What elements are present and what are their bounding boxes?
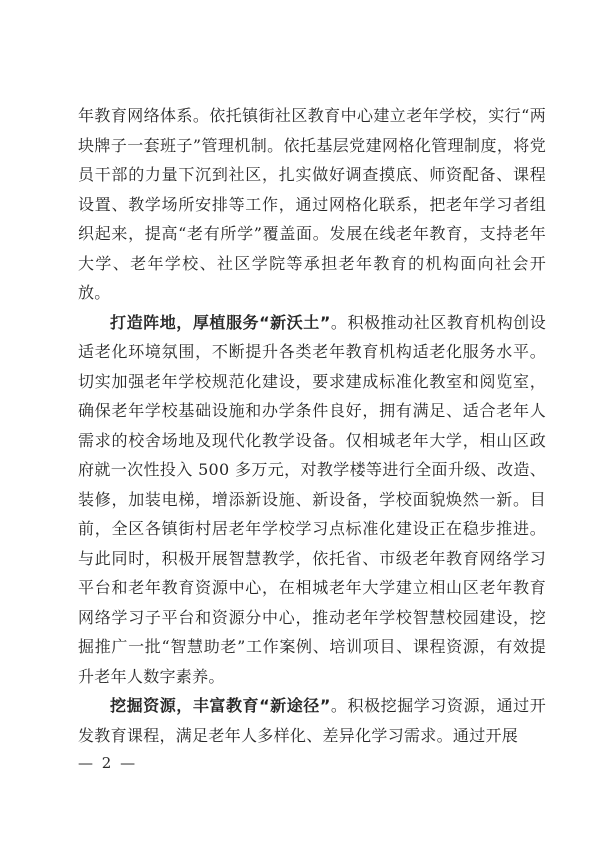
page-number: — 2 —	[78, 754, 138, 772]
paragraph-text: 。积极挖掘学习资源，通过开发教育课程，满足老年人多样化、差异化学习需求。通过开展	[78, 696, 547, 745]
paragraph-text: 年教育网络体系。依托镇街社区教育中心建立老年学校，实行“两块牌子一套班子”管理机制。依托基层党建网格化管理制度，将党员干部的力量下沉到社区，扎实做好调查摸底、师资配备、课程设置、教学场所安排等工作，通过网格化联系，把老年学习者组织起来，提高“老有所学”覆盖面。发展在线老年教育，支持老年大学、老年学校、社区学院等承担老年教育的机构面向社会开放。	[78, 106, 546, 302]
paragraph-lead-bold: 挖掘资源，丰富教育“新途径”	[110, 696, 331, 715]
paragraph	[78, 691, 546, 750]
document-body	[78, 101, 546, 750]
paragraph-text: 。积极推动社区教育机构创设适老化环境氛围，不断提升各类老年教育机构适老化服务水平。切实加强老年学校规范化建设，要求建成标准化教室和阅览室，确保老年学校基础设施和办学条件良好，拥有满足、适合老年人需求的校舍场地及现代化教学设备。仅相城老年大学，相山区政府就一次性投入 500 多万元，对教学楼等进行全面升级、改造、装修，加装电梯，增添新设施、新设备，学校面貌焕然一新。目前，全区各镇街村居老年学校学习点标准化建设正在稳步推进。与此同时，积极开展智慧教学，依托省、市级老年教育网络学习平台和老年教育资源中心，在相城老年大学建立相山区老年教育网络学习子平台和资源分中心，推动老年学校智慧校园建设，挖掘推广一批“智慧助老”工作案例、培训项目、课程资源，有效提升老年人数字素养。	[78, 312, 547, 686]
paragraph	[78, 308, 546, 692]
paragraph	[78, 101, 546, 308]
paragraph-lead-bold: 打造阵地，厚植服务“新沃土”	[110, 312, 331, 332]
